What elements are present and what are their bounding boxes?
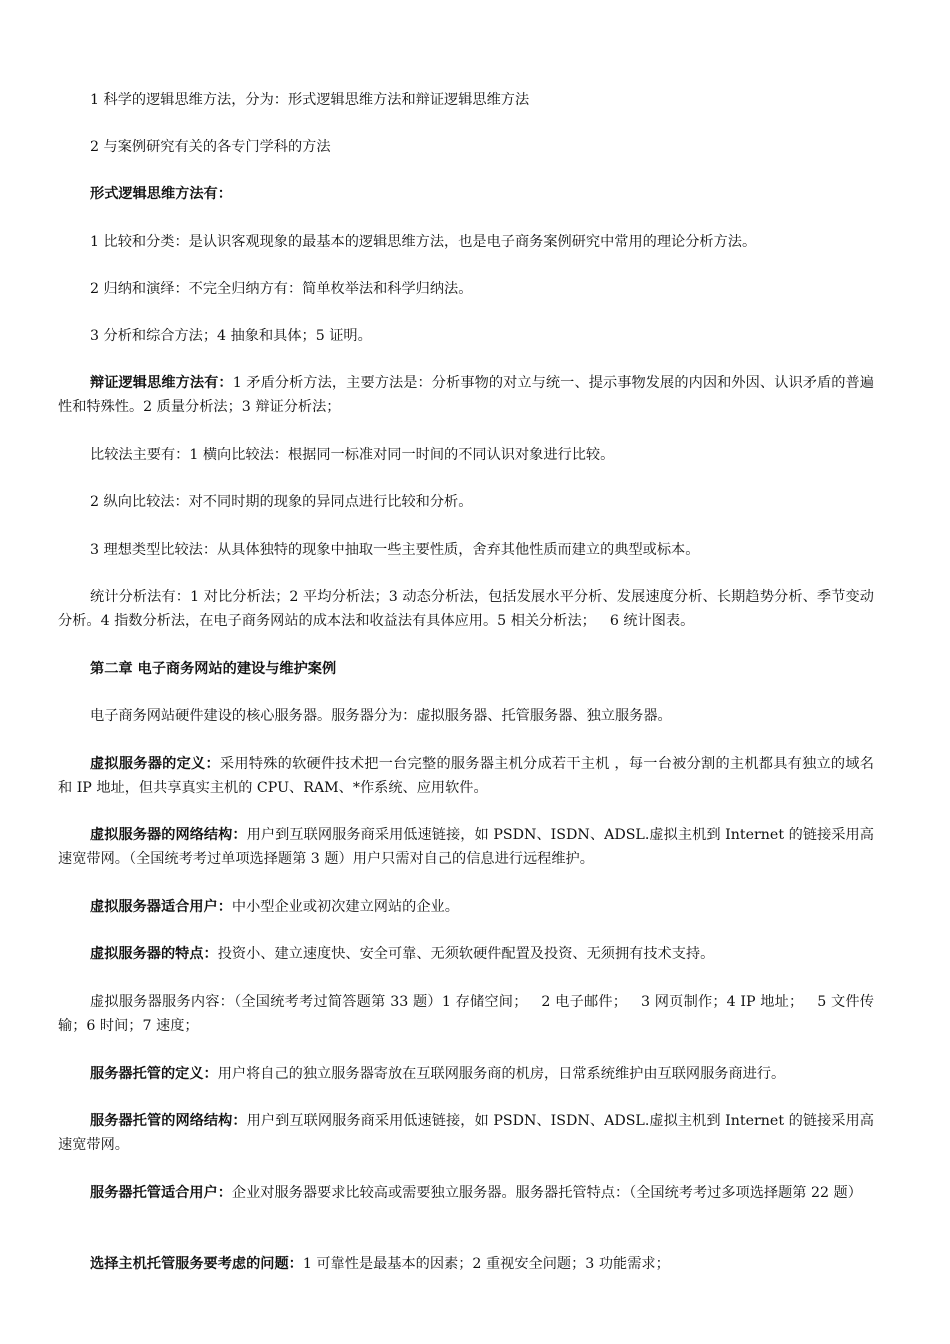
paragraph-text: 中小型企业或初次建立网站的企业。 <box>231 899 459 916</box>
paragraph-text: 采用特殊的软硬件技术把一台完整的服务器主机分成若干主机 ，每一台被分割的主机都具有独立的域名和 IP 地址，但共享真实主机的 CPU、RAM、*作系统、应用软件。 <box>58 756 874 797</box>
paragraph-text: 1 比较和分类：是认识客观现象的最基本的逻辑思维方法，也是电子商务案例研究中常用的理论分析方法。 <box>90 234 757 251</box>
paragraph-heading: 服务器托管的网络结构： <box>90 1113 247 1130</box>
paragraph-virtual-server-users <box>58 895 874 919</box>
paragraph-text: 用户到互联网服务商采用低速链接，如 PSDN、ISDN、ADSL.虚拟主机到 Internet 的链接采用高速宽带网。 <box>58 1113 874 1154</box>
paragraph-text: 2 纵向比较法：对不同时期的现象的异同点进行比较和分析。 <box>90 494 473 511</box>
paragraph-analysis-synthesis <box>58 324 874 348</box>
paragraph-statistical-methods <box>58 585 874 633</box>
paragraph-heading: 辩证逻辑思维方法有： <box>90 375 233 392</box>
paragraph-induction-deduction <box>58 277 874 301</box>
heading-formal-logic <box>58 182 874 206</box>
paragraph-text: 3 分析和综合方法；4 抽象和具体；5 证明。 <box>90 328 372 345</box>
paragraph-ideal-type <box>58 538 874 562</box>
paragraph-hosting-definition <box>58 1062 874 1086</box>
paragraph-hosting-considerations <box>58 1252 874 1276</box>
paragraph-text: 投资小、建立速度快、安全可靠、无须软硬件配置及投资、无须拥有技术支持。 <box>217 946 715 963</box>
paragraph-comparison-methods <box>58 443 874 467</box>
paragraph-virtual-server-network <box>58 823 874 871</box>
paragraph-text: 3 网页制作；4 IP 地址； <box>641 994 804 1011</box>
paragraph-heading: 虚拟服务器适合用户： <box>90 899 232 916</box>
paragraph-text: 电子商务网站硬件建设的核心服务器。服务器分为：虚拟服务器、托管服务器、独立服务器。 <box>90 708 672 725</box>
paragraph-longitudinal <box>58 490 874 514</box>
paragraph-comparison-classification <box>58 230 874 254</box>
paragraph-virtual-server-features <box>58 942 874 966</box>
paragraph-heading: 虚拟服务器的网络结构： <box>90 827 247 844</box>
paragraph-heading: 服务器托管的定义： <box>90 1066 218 1083</box>
paragraph-virtual-server-definition <box>58 752 874 800</box>
paragraph-text: 6 统计图表。 <box>609 613 695 630</box>
paragraph-text: 2 归纳和演绎：不完全归纳方有：简单枚举法和科学归纳法。 <box>90 281 473 298</box>
paragraph-text: 用户到互联网服务商采用低速链接，如 PSDN、ISDN、ADSL.虚拟主机到 Internet 的链接采用高速宽带网。（全国统考考过单项选择题第 3 题）用户只需对自己的信息进行远程维护。 <box>58 827 874 868</box>
paragraph-heading: 形式逻辑思维方法有： <box>90 186 232 203</box>
paragraph-dialectical-logic <box>58 371 874 419</box>
paragraph-logic-methods <box>58 88 874 112</box>
paragraph-heading: 选择主机托管服务要考虑的问题： <box>90 1256 303 1273</box>
chapter-two-heading <box>58 657 874 681</box>
paragraph-heading: 服务器托管适合用户： <box>90 1185 232 1202</box>
paragraph-text: 比较法主要有：1 横向比较法：根据同一标准对同一时间的不同认识对象进行比较。 <box>90 447 615 464</box>
paragraph-heading: 虚拟服务器的特点： <box>90 946 218 963</box>
paragraph-virtual-server-services <box>58 990 874 1038</box>
paragraph-text: 用户将自己的独立服务器寄放在互联网服务商的机房，日常系统维护由互联网服务商进行。 <box>217 1066 786 1083</box>
paragraph-text: 2 与案例研究有关的各专门学科的方法 <box>90 139 331 156</box>
paragraph-text: 3 理想类型比较法：从具体独特的现象中抽取一些主要性质，舍弃其他性质而建立的典型或标本。 <box>90 542 700 559</box>
paragraph-server-types <box>58 704 874 728</box>
paragraph-text: 统计分析法有：1 对比分析法；2 平均分析法；3 动态分析法，包括发展水平分析、发展速度分析、长期趋势分析、季节变动分析。4 指数分析法，在电子商务网站的成本法和收益法有具体应用。5 相关分析法； <box>58 589 874 630</box>
paragraph-hosting-network <box>58 1109 874 1157</box>
paragraph-text: 5 文件传输；6 时间；7 速度； <box>58 994 874 1035</box>
chapter-title: 第二章 电子商务网站的建设与维护案例 <box>90 661 337 678</box>
paragraph-text: 1 可靠性是最基本的因素；2 重视安全问题；3 功能需求； <box>302 1256 670 1273</box>
paragraph-text: 1 矛盾分析方法，主要方法是：分析事物的对立与统一、提示事物发展的内因和外因、认识矛盾的普遍性和特殊性。2 质量分析法；3 辩证分析法； <box>58 375 874 416</box>
paragraph-text: 1 科学的逻辑思维方法，分为：形式逻辑思维方法和辩证逻辑思维方法 <box>90 92 530 109</box>
paragraph-text: 虚拟服务器服务内容：（全国统考考过简答题第 33 题）1 存储空间； <box>90 994 528 1011</box>
paragraph-hosting-users <box>58 1181 874 1205</box>
paragraph-text: 2 电子邮件； <box>541 994 627 1011</box>
paragraph-heading: 虚拟服务器的定义： <box>90 756 220 773</box>
paragraph-text: 企业对服务器要求比较高或需要独立服务器。服务器托管特点：（全国统考考过多项选择题第 22 题） <box>231 1185 862 1202</box>
paragraph-discipline-methods <box>58 135 874 159</box>
